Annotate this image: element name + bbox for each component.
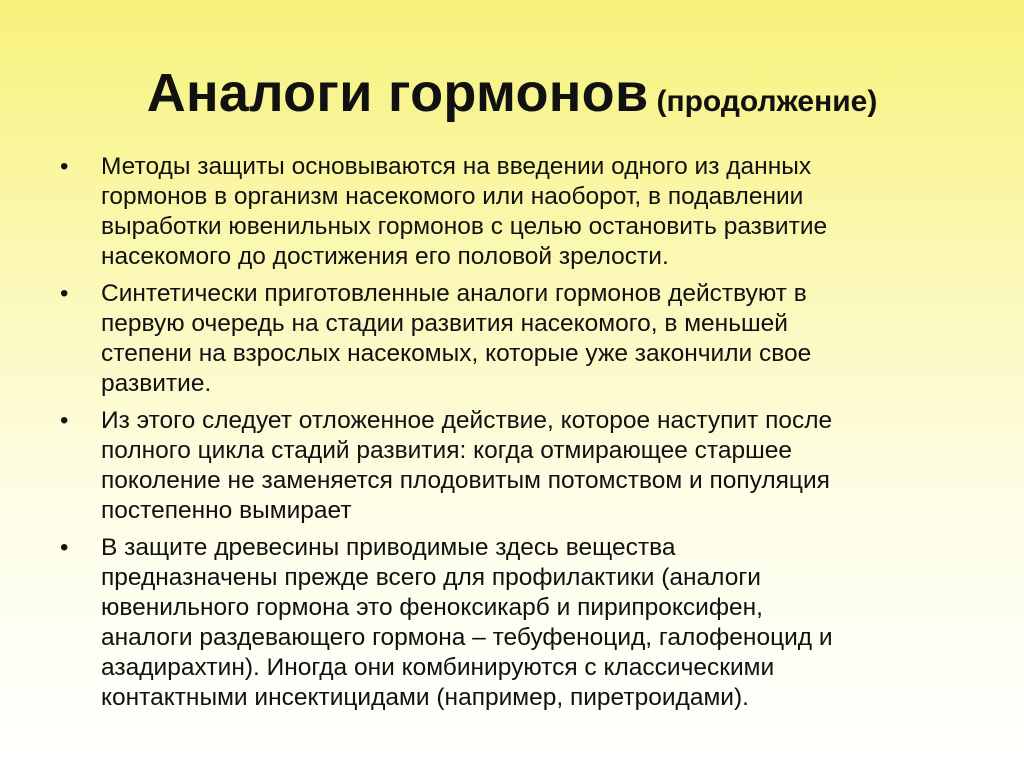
bullet-text-line: гормонов в организм насекомого или наоборот, в подавлении xyxy=(101,183,804,210)
bullet-text-line: контактными инсектицидами (например, пиретроидами). xyxy=(101,684,749,711)
bullet-text-line: Из этого следует отложенное действие, которое наступит после xyxy=(101,407,833,434)
bullet-item xyxy=(0,406,1024,526)
bullet-dot-icon: • xyxy=(60,153,69,180)
bullet-item xyxy=(0,533,1024,713)
bullet-text-line: В защите древесины приводимые здесь вещества xyxy=(101,534,676,561)
bullet-text-line: Методы защиты основываются на введении одного из данных xyxy=(101,153,812,180)
bullet-text-line: насекомого до достижения его половой зрелости. xyxy=(101,243,669,270)
bullet-text-line: постепенно вымирает xyxy=(101,497,352,524)
bullet-text-line: ювенильного гормона это феноксикарб и пирипроксифен, xyxy=(101,594,763,621)
bullet-item xyxy=(0,279,1024,399)
bullet-text-line: первую очередь на стадии развития насекомого, в меньшей xyxy=(101,310,788,337)
bullet-dot-icon: • xyxy=(60,534,69,561)
bullet-item xyxy=(0,152,1024,272)
bullet-text-line: развитие. xyxy=(101,370,212,397)
bullet-text-line: полного цикла стадий развития: когда отмирающее старшее xyxy=(101,437,793,464)
bullet-list xyxy=(0,152,1024,720)
title-main: Аналоги гормонов xyxy=(146,63,649,123)
bullet-text-line: аналоги раздевающего гормона – тебуфеноцид, галофеноцид и xyxy=(101,624,833,651)
slide-title xyxy=(0,63,1024,123)
bullet-text-line: азадирахтин). Иногда они комбинируются с классическими xyxy=(101,654,775,681)
bullet-text-line: выработки ювенильных гормонов с целью остановить развитие xyxy=(101,213,828,240)
bullet-dot-icon: • xyxy=(60,407,69,434)
bullet-text-line: степени на взрослых насекомых, которые уже закончили свое xyxy=(101,340,812,367)
bullet-dot-icon: • xyxy=(60,280,69,307)
bullet-text-line: предназначены прежде всего для профилактики (аналоги xyxy=(101,564,761,591)
title-subtitle: (продолжение) xyxy=(656,85,878,118)
bullet-text-line: поколение не заменяется плодовитым потомством и популяция xyxy=(101,467,830,494)
bullet-text-line: Синтетически приготовленные аналоги гормонов действуют в xyxy=(101,280,807,307)
